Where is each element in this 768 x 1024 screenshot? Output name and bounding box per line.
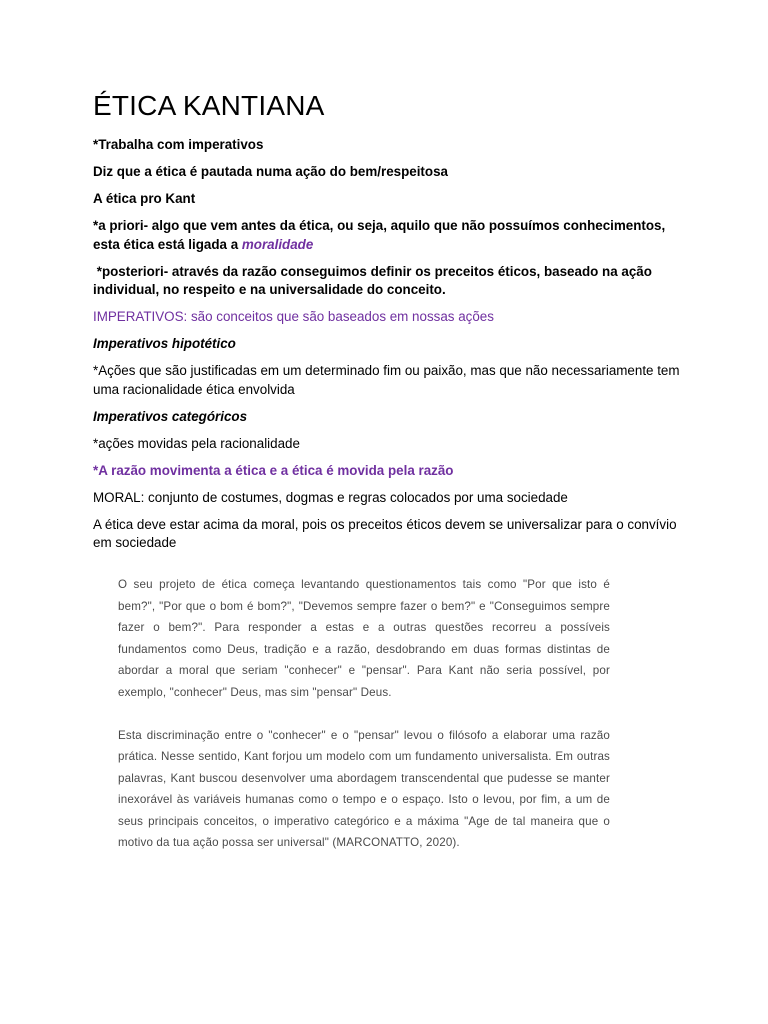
razao-statement: *A razão movimenta a ética e a ética é movida pela razão <box>93 462 454 478</box>
quote-paragraph-1: O seu projeto de ética começa levantando questionamentos tais como "Por que isto é bem?", "Por que o bom é bom?", "Devemos sempre fazer o bem?" e "Conseguimos sempre fazer o bem?". Para responder a estas e a outras questões recorreu a possíveis fundamentos como Deus, tradição e a razão, desdobrando em duas formas distintas de abordar a moral que seriam "conhecer" e "pensar". Para Kant não seria possível, por exemplo, "conhecer" Deus, mas sim "pensar" Deus. <box>118 578 610 699</box>
note-line-imperativos: *Trabalha com imperativos <box>93 137 264 152</box>
hipotetico-heading: Imperativos hipotético <box>93 336 236 351</box>
moralidade-emphasis: moralidade <box>241 236 314 252</box>
moral-definition: MORAL: conjunto de costumes, dogmas e regras colocados por uma sociedade <box>93 489 568 505</box>
categorico-heading: Imperativos categóricos <box>93 408 248 424</box>
note-line-etica-kant: A ética pro Kant <box>93 191 196 206</box>
final-statement: A ética deve estar acima da moral, pois os preceitos éticos devem se universalizar para o convívio em sociedade <box>93 516 677 550</box>
quote-paragraph-2: Esta discriminação entre o "conhecer" e o "pensar" levou o filósofo a elaborar uma razão prática. Nesse sentido, Kant forjou um modelo com um fundamento universalista. Em outras palavras, Kant buscou desenvolver uma abordagem transcendental que pudesse se manter inexorável às variáveis humanas como o tempo e o espaço. Isto o levou, por fim, a um de seus principais conceitos, o imperativo categórico e a máxima "Age de tal maneira que o motivo da tua ação possa ser universal" (MARCONATTO, 2020). <box>118 728 610 849</box>
hipotetico-text: *Ações que são justificadas em um determinado fim ou paixão, mas que não necessariamente tem uma racionalidade ética envolvida <box>93 363 680 397</box>
a-priori-text: *a priori- algo que vem antes da ética, ou seja, aquilo que não possuímos conhecimentos, esta ética está ligada a <box>93 218 666 252</box>
note-line-etica-bem: Diz que a ética é pautada numa ação do bem/respeitosa <box>93 164 448 179</box>
imperativos-definition: IMPERATIVOS: são conceitos que são baseados em nossas ações <box>93 309 494 324</box>
page-title: ÉTICA KANTIANA <box>93 90 325 121</box>
quoted-excerpt <box>118 574 610 854</box>
notes-section <box>93 88 683 553</box>
note-posteriori: *posteriori- através da razão conseguimos definir os preceitos éticos, baseado na ação individual, no respeito e na universalidade do conceito. <box>93 263 656 297</box>
categorico-text: *ações movidas pela racionalidade <box>93 435 300 451</box>
note-a-priori <box>93 217 683 254</box>
